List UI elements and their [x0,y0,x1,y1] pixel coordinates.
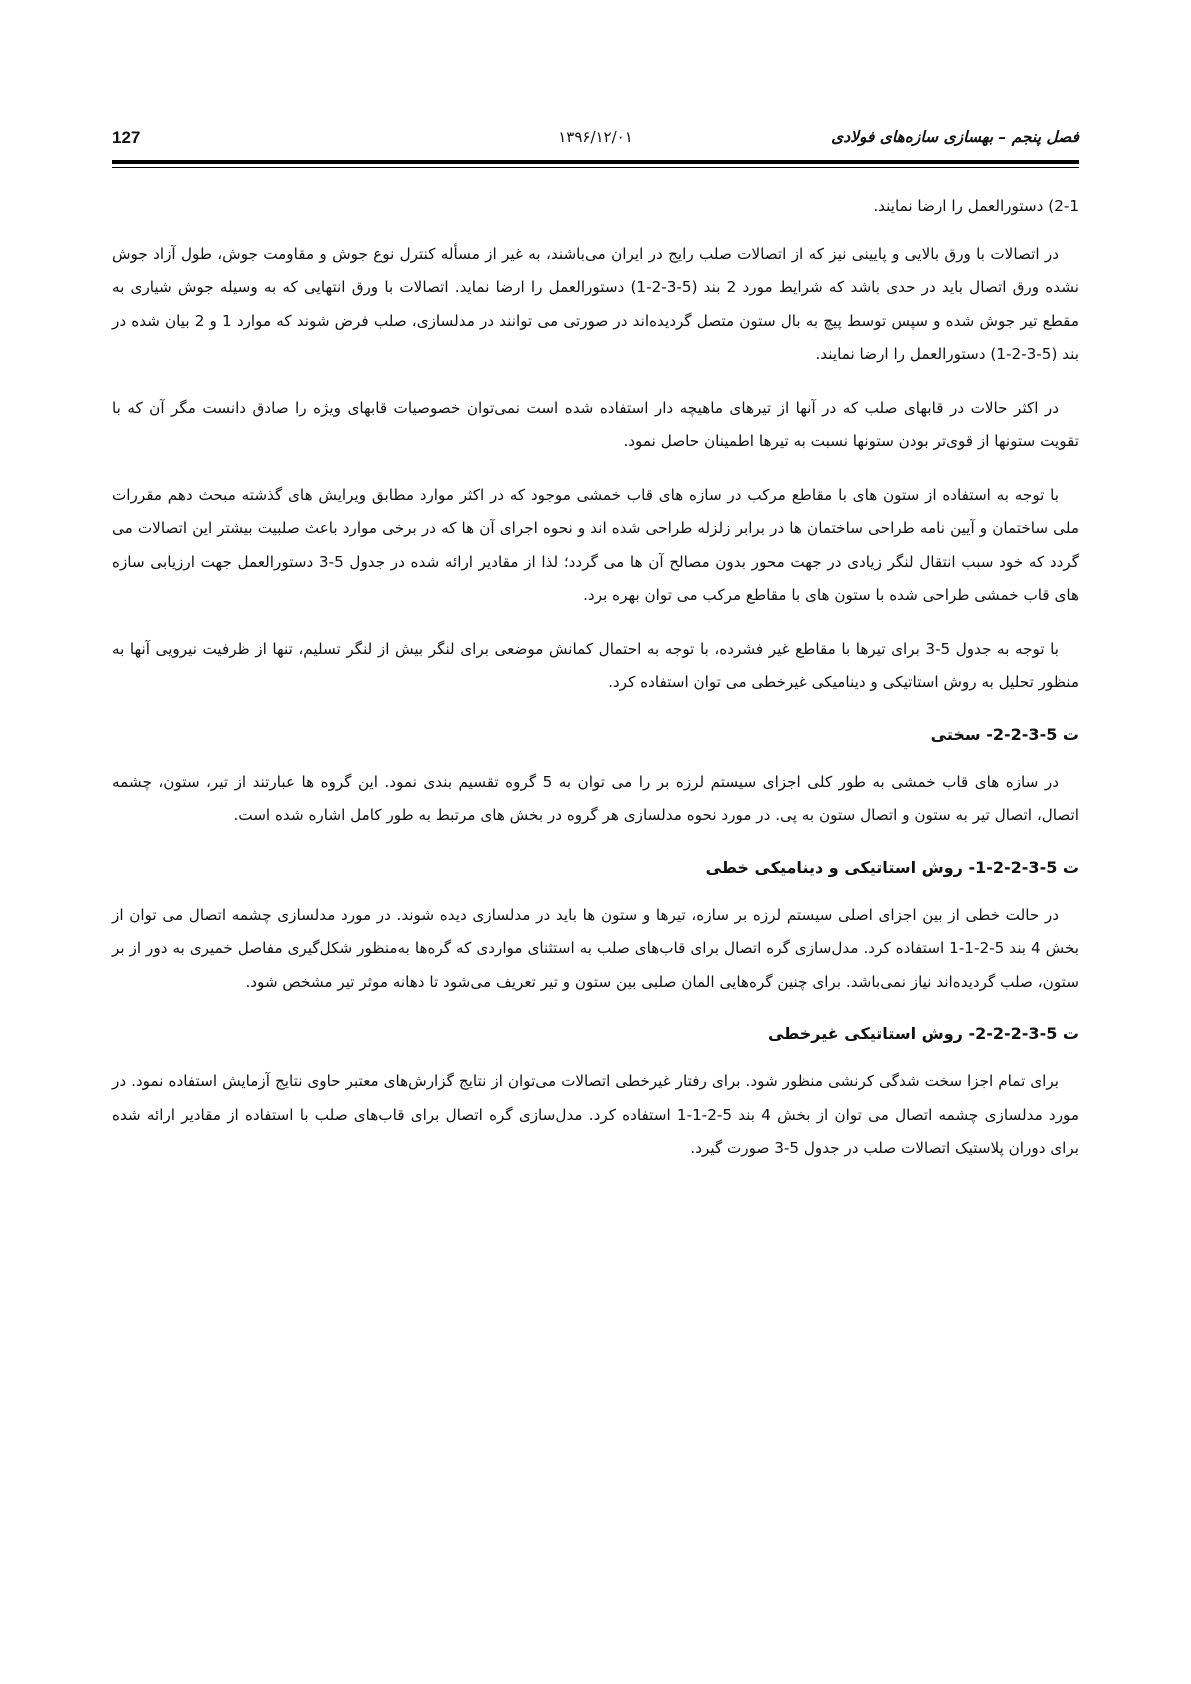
paragraph: در اکثر حالات در قابهای صلب که در آنها از تیرهای ماهیچه دار استفاده شده است نمی‌توان خصوصیات قابهای ویژه را صادق دانست مگر آن که با تقویت ستونها از قوی‌تر بودن ستونها نسبت به تیرها اطمینان حاصل نمود. [112,398,1079,450]
header-rule-thick [112,160,1079,164]
paragraph: 2-1) دستورالعمل را ارضا نمایند. [873,197,1079,215]
section-heading: ت 5-3-2-2-1- روش استاتیکی و دینامیکی خطی [705,857,1079,877]
paragraph: با توجه به استفاده از ستون های با مقاطع مرکب در سازه های قاب خمشی موجود که در اکثر موارد مطابق ویرایش های گذشته مبحث دهم مقررات ملی ساختمان و آیین نامه طراحی ساختمان ها در برابر زلزله طراحی شده اند و نحوه اجرای آن ها که در برخی موارد باعث صلبیت بیشتر این اتصالات می گردد که خود سبب انتقال لنگر زیادی در جهت محور بدون مصالح آن ها می گردد؛ لذا از مقادیر ارائه شده در جدول 5-3 دستورالعمل جهت ارزیابی سازه های قاب خمشی طراحی شده با ستون های با مقاطع مرکب می توان بهره برد. [112,485,1079,604]
page-date: ۱۳۹۶/۱۲/۰۱ [558,128,633,146]
section-heading: ت 5-3-2-2-2- روش استاتیکی غیرخطی [767,1024,1079,1043]
header-rule-thin [112,167,1079,168]
page-header [112,128,1079,154]
paragraph: برای تمام اجزا سخت شدگی کرنشی منظور شود. برای رفتار غیرخطی اتصالات می‌توان از نتایج گزارش‌های معتبر حاوی نتایج آزمایش استفاده نمود. در مورد مدلسازی چشمه اتصال می توان از بخش 4 بند 5-2-1-1 استفاده کرد. مدل‌سازی گره اتصال برای قاب‌های صلب با استفاده از مقادیر ارائه شده برای دوران پلاستیک اتصالات صلب در جدول 5-3 صورت گیرد. [112,1072,1080,1157]
page-number: 127 [112,128,141,147]
document-body [112,190,1079,1186]
paragraph: در سازه های قاب خمشی به طور کلی اجزای سیستم لرزه بر را می توان به 5 گروه تقسیم بندی نمود. این گروه ها عبارتند از تیر، ستون، چشمه اتصال، اتصال تیر به ستون و اتصال ستون به پی. در مورد نحوه مدلسازی هر گروه در بخش های مرتبط به طور کامل اشاره شده است. [112,772,1079,824]
section-heading: ت 5-3-2-2- سختی [930,724,1079,744]
paragraph: در حالت خطی از بین اجزای اصلی سیستم لرزه بر سازه، تیرها و ستون ها باید در مدلسازی دیده شوند. در مورد مدلسازی چشمه اتصال می توان از بخش 4 بند 5-2-1-1 استفاده کرد. مدل‌سازی گره اتصال برای قاب‌های صلب به استثنای مواردی که گره‌ها به‌منظور شکل‌گیری مفاصل خمیری به دور از بر ستون، صلب گردیده‌اند نیاز نمی‌باشد. برای چنین گره‌هایی المان صلبی بین ستون و تیر تعریف می‌شود تا دهانه موثر تیر مشخص شود. [112,905,1079,991]
paragraph: در اتصالات با ورق بالایی و پایینی نیز که از اتصالات صلب رایج در ایران می‌باشند، به غیر از مسأله کنترل نوع جوش و مقاومت جوش، طول آزاد جوش نشده ورق اتصال باید در حدی باشد که شرایط مورد 2 بند (5-3-2-1) دستورالعمل را ارضا نماید. اتصالات با ورق انتهایی که به وسیله جوش شیاری به مقطع تیر جوش شده و سپس توسط پیچ به بال ستون متصل گردیده‌اند در صورتی می توانند در مدلسازی، صلب فرض شوند که موارد 1 و 2 بیان شده در بند (5-3-2-1) دستورالعمل را ارضا نمایند. [112,244,1079,363]
paragraph: با توجه به جدول 5-3 برای تیرها با مقاطع غیر فشرده، با توجه به احتمال کمانش موضعی برای لنگر بیش از لنگر تسلیم، تنها از ظرفیت نیرویی آنها به منظور تحلیل به روش استاتیکی و دینامیکی غیرخطی می توان استفاده کرد. [112,639,1079,691]
chapter-title: فصل پنجم – بهسازی سازه‌های فولادی [831,128,1079,146]
